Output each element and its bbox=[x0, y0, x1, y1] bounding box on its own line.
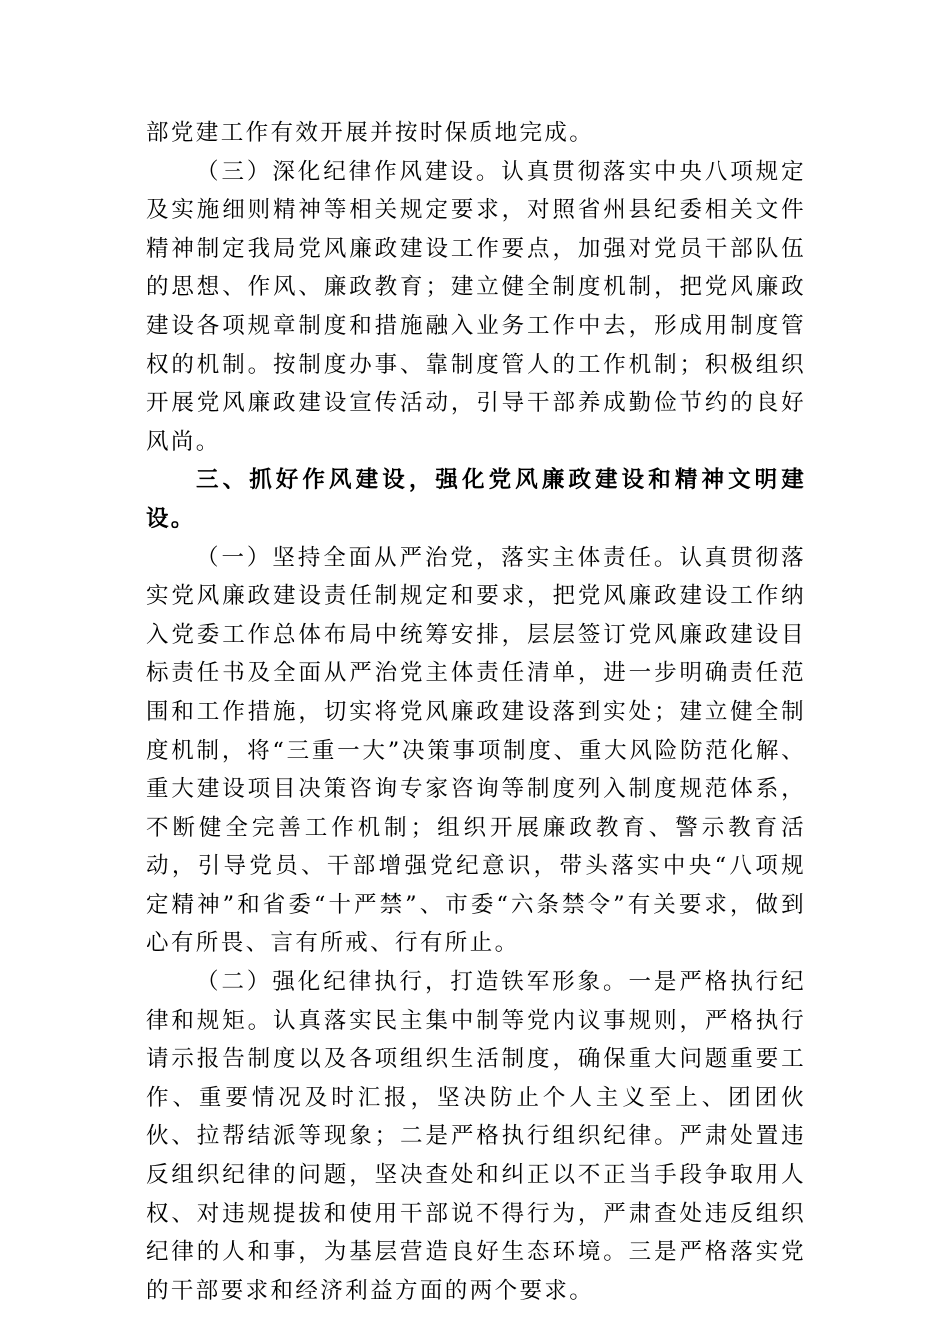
paragraph-continuation: 部党建工作有效开展并按时保质地完成。 bbox=[146, 120, 595, 146]
paragraph-text: 认真贯彻落实中央八项规定及实施细则精神等相关规定要求，对照省州县纪委相关文件精神制定我局党风廉政建设工作要点，加强对党员干部队伍的思想、作风、廉政教育；建立健全制度机制，把党风廉政建设各项规章制度和措施融入业务工作中去，形成用制度管权的机制。按制度办事、靠制度管人的工作机制；积极组织开展党风廉政建设宣传活动，引导干部养成勤俭节约的良好风尚。 bbox=[146, 158, 806, 455]
paragraph-text: 认真贯彻落实党风廉政建设责任制规定和要求，把党风廉政建设工作纳入党委工作总体布局中统筹安排，层层签订党风廉政建设目标责任书及全面从严治党主体责任清单，进一步明确责任范围和工作措施，切实将党风廉政建设落到实处；建立健全制度机制，将“三重一大”决策事项制度、重大风险防范化解、重大建设项目决策咨询专家咨询等制度列入制度规范体系，不断健全完善工作机制；组织开展廉政教育、警示教育活动，引导党员、干部增强党纪意识，带头落实中央“八项规定精神”和省委“十严禁”、市委“六条禁令”有关要求，做到心有所畏、言有所戒、行有所止。 bbox=[146, 544, 806, 957]
paragraph-strict-governance bbox=[146, 539, 806, 964]
paragraph-text: 一是严格执行纪律和规矩。认真落实民主集中制等党内议事规则，严格执行请示报告制度以及各项组织生活制度，确保重大问题重要工作、重要情况及时汇报，坚决防止个人主义至上、团团伙伙、拉帮结派等现象；二是严格执行组织纪律。严肃处置违反组织纪律的问题，坚决查处和纠正以不正当手段争取用人权、对违规提拔和使用干部说不得行为，严肃查处违反组织纪律的人和事，为基层营造良好生态环境。三是严格落实党的干部要求和经济利益方面的两个要求。 bbox=[146, 969, 806, 1304]
document-body bbox=[146, 114, 806, 1310]
paragraph-discipline-enforcement bbox=[146, 963, 806, 1310]
paragraph-lead: （二）强化纪律执行，打造铁军形象。 bbox=[196, 969, 629, 996]
paragraph-discipline-style bbox=[146, 153, 806, 462]
paragraph-lead: （一）坚持全面从严治党，落实主体责任。 bbox=[196, 544, 680, 571]
section-heading: 三、抓好作风建设，强化党风廉政建设和精神文明建设。 bbox=[146, 467, 806, 532]
paragraph-lead: （三）深化纪律作风建设。 bbox=[196, 158, 502, 185]
